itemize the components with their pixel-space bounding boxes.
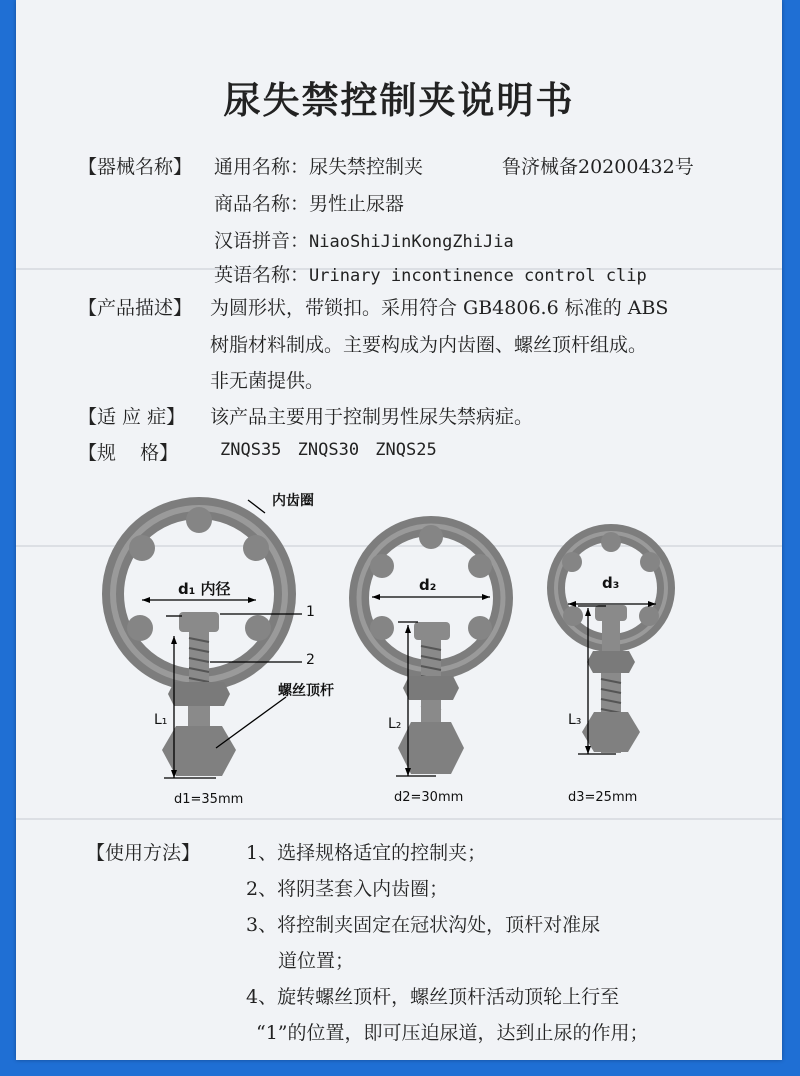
generic-name: 通用名称：尿失禁控制夹 [214,156,424,178]
clip-medium [359,525,503,776]
d3-label: d₃ [602,574,620,592]
screw-rod-label: 螺丝顶杆 [278,683,334,699]
usage-step: “1”的位置，即可压迫尿道，达到止尿的作用； [256,1022,649,1044]
instruction-sheet [16,0,782,1060]
callout-2: 2 [306,652,315,668]
pinyin-name: NiaoShiJinKongZhiJia [309,232,514,252]
usage-step: 3、将控制夹固定在冠状沟处，顶杆对准尿 [246,914,601,936]
caption-d2: d2=30mm [394,790,464,805]
indication-text: 该产品主要用于控制男性尿失禁病症。 [210,406,534,428]
spec-text: ZNQS35 ZNQS30 ZNQS25 [220,440,437,460]
inner-ring-label: 内齿圈 [272,493,314,509]
description-line: 树脂材料制成。主要构成为内齿圈、螺丝顶杆组成。 [210,334,648,356]
callout-1: 1 [306,604,315,620]
L1-label: L₁ [154,712,168,728]
trade-name: 商品名称：男性止尿器 [214,193,405,215]
caption-d3: d3=25mm [568,790,638,805]
clip-large [113,500,302,778]
L2-label: L₂ [388,716,402,732]
usage-step: 道位置； [278,950,355,972]
usage-step: 2、将阴茎套入内齿圈； [246,878,449,900]
L3-label: L₃ [568,712,582,728]
description-label: 【产品描述】 [78,297,193,319]
english-name: Urinary incontinence control clip [309,266,647,286]
description-line: 非无菌提供。 [210,370,325,392]
pinyin-label: 汉语拼音： [214,230,310,252]
usage-step: 1、选择规格适宜的控制夹； [246,842,487,864]
document-title: 尿失禁控制夹说明书 [223,79,575,122]
device-name-label: 【器械名称】 [78,156,193,178]
indication-label: 【适 应 症】 [78,406,186,428]
usage-step: 4、旋转螺丝顶杆，螺丝顶杆活动顶轮上行至 [246,986,620,1008]
d1-label: d₁ 内径 [178,580,231,598]
caption-d1: d1=35mm [174,792,244,807]
d2-label: d₂ [419,576,437,594]
clip-diagram [16,0,782,820]
english-label: 英语名称： [214,264,310,286]
usage-label: 【使用方法】 [86,842,201,864]
spec-label: 【规 格】 [78,442,179,464]
registration-number: 鲁济械备20200432号 [502,156,694,178]
description-line: 为圆形状，带锁扣。采用符合 GB4806.6 标准的 ABS [210,297,669,319]
